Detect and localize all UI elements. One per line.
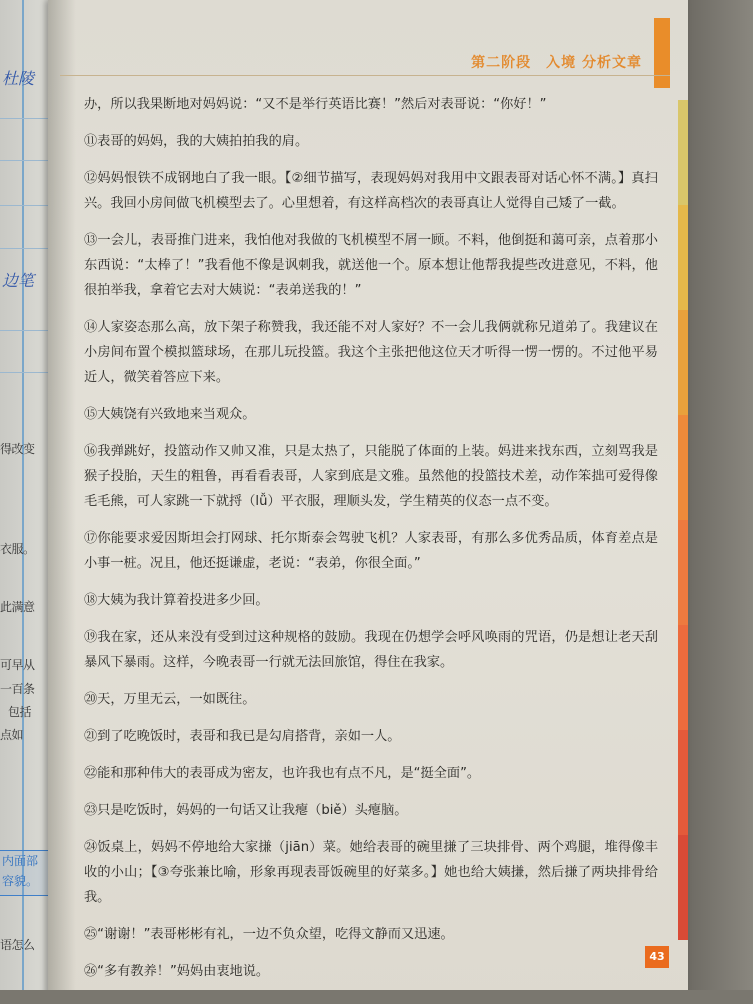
- edge-tab: [678, 730, 688, 835]
- left-page-text: 得改变: [0, 442, 35, 456]
- paragraph: ⑲我在家，还从来没有受到过这种规格的鼓励。我现在仍想学会呼风唤雨的咒语，仍是想让老天刮暴风下暴雨。这样，今晚表哥一行就无法回旅馆，得住在我家。: [84, 630, 658, 670]
- blue-note-line: 内面部: [2, 854, 39, 868]
- paragraph: ㉓只是吃饭时，妈妈的一句话又让我瘪（biě）头瘪脑。: [84, 803, 408, 818]
- edge-tab: [678, 310, 688, 415]
- section-header: 第二阶段 入境 分析文章: [471, 55, 642, 71]
- paragraph: 办，所以我果断地对妈妈说：“又不是举行英语比赛！”然后对表哥说：“你好！”: [84, 97, 547, 112]
- paragraph: ⑭人家姿态那么高，放下架子称赞我，我还能不对人家好？不一会儿我俩就称兄道弟了。我建议在小房间布置个模拟篮球场，在那儿玩投篮。我这个主张把他这位天才听得一愣一愣的。不过他平易近人，微笑着答应下来。: [84, 320, 658, 385]
- paragraph: ⑪表哥的妈妈，我的大姨拍拍我的肩。: [84, 134, 309, 149]
- paragraph: ⑯我弹跳好，投篮动作又帅又准，只是太热了，只能脱了体面的上装。妈进来找东西，立刻骂我是猴子投胎，天生的粗鲁，再看看表哥，人家到底是文雅。虽然他的投篮技术差，动作笨拙可爱得像毛毛熊，可人家跳一下就捋（lǚ）平衣服，理顺头发，学生精英的仪态一点不变。: [84, 444, 658, 509]
- blue-note-line: 容貌。: [2, 874, 39, 888]
- left-page-text: 衣服。: [0, 542, 35, 556]
- handwriting: 边笔: [2, 271, 35, 290]
- edge-color-tabs: [678, 100, 688, 940]
- left-page-text: 可早从: [0, 658, 35, 672]
- paragraph: ⑫妈妈恨铁不成钢地白了我一眼。【②细节描写，表现妈妈对我用中文跟表哥对话心怀不满。】真扫兴。我回小房间做飞机模型去了。心里想着，有这样高档次的表哥真让人觉得自己矮了一截。: [84, 171, 658, 211]
- edge-tab: [678, 625, 688, 730]
- page-number: 43: [645, 946, 669, 968]
- edge-tab: [678, 520, 688, 625]
- paragraph: ㉕“谢谢！”表哥彬彬有礼，一边不负众望，吃得文静而又迅速。: [84, 927, 454, 942]
- handwriting: 杜陵: [2, 69, 35, 88]
- edge-tab: [678, 415, 688, 520]
- paragraph: ⑱大姨为我计算着投进多少回。: [84, 593, 269, 608]
- header-accent-bar: [654, 18, 670, 88]
- background-right: [688, 0, 753, 1004]
- left-page-text: 点如: [0, 728, 24, 742]
- paragraph: ㉖“多有教养！”妈妈由衷地说。: [84, 964, 270, 979]
- left-page-text: 语怎么: [0, 938, 35, 952]
- paragraph: ⑳天，万里无云，一如既往。: [84, 692, 256, 707]
- left-page-text: 一百条: [0, 682, 35, 696]
- paragraph: ⑮大姨饶有兴致地来当观众。: [84, 407, 256, 422]
- paragraph: ㉑到了吃晚饭时，表哥和我已是勾肩搭背，亲如一人。: [84, 729, 401, 744]
- edge-tab: [678, 835, 688, 940]
- book-page: [48, 0, 688, 1004]
- gutter-shadow: [48, 0, 76, 1004]
- paragraph: ㉒能和那种伟大的表哥成为密友，也许我也有点不凡，是“挺全面”。: [84, 766, 481, 781]
- background-bottom: [0, 990, 753, 1004]
- left-page-text: 此满意: [0, 600, 35, 614]
- header-rule: [60, 75, 670, 76]
- left-page-text: 包括: [8, 705, 32, 719]
- article-body: [84, 92, 658, 996]
- edge-tab: [678, 205, 688, 310]
- paragraph: ⑬一会儿，表哥推门进来，我怕他对我做的飞机模型不屑一顾。不料，他倒挺和蔼可亲，点着那小东西说：“太棒了！”我看他不像是讽刺我，就送他一个。原本想让他帮我提些改进意见，不料，他很拍举我，拿着它去对大姨说：“表弟送我的！”: [84, 233, 658, 298]
- edge-tab: [678, 100, 688, 205]
- paragraph: ㉔饭桌上，妈妈不停地给大家搛（jiān）菜。她给表哥的碗里搛了三块排骨、两个鸡腿，堆得像丰收的小山；【③夸张兼比喻，形象再现表哥饭碗里的好菜多。】她也给大姨搛，然后搛了两块排骨给我。: [84, 840, 658, 905]
- paragraph: ⑰你能要求爱因斯坦会打网球、托尔斯泰会驾驶飞机？人家表哥，有那么多优秀品质，体育差点是小事一桩。况且，他还挺谦虚，老说：“表弟，你很全面。”: [84, 531, 658, 571]
